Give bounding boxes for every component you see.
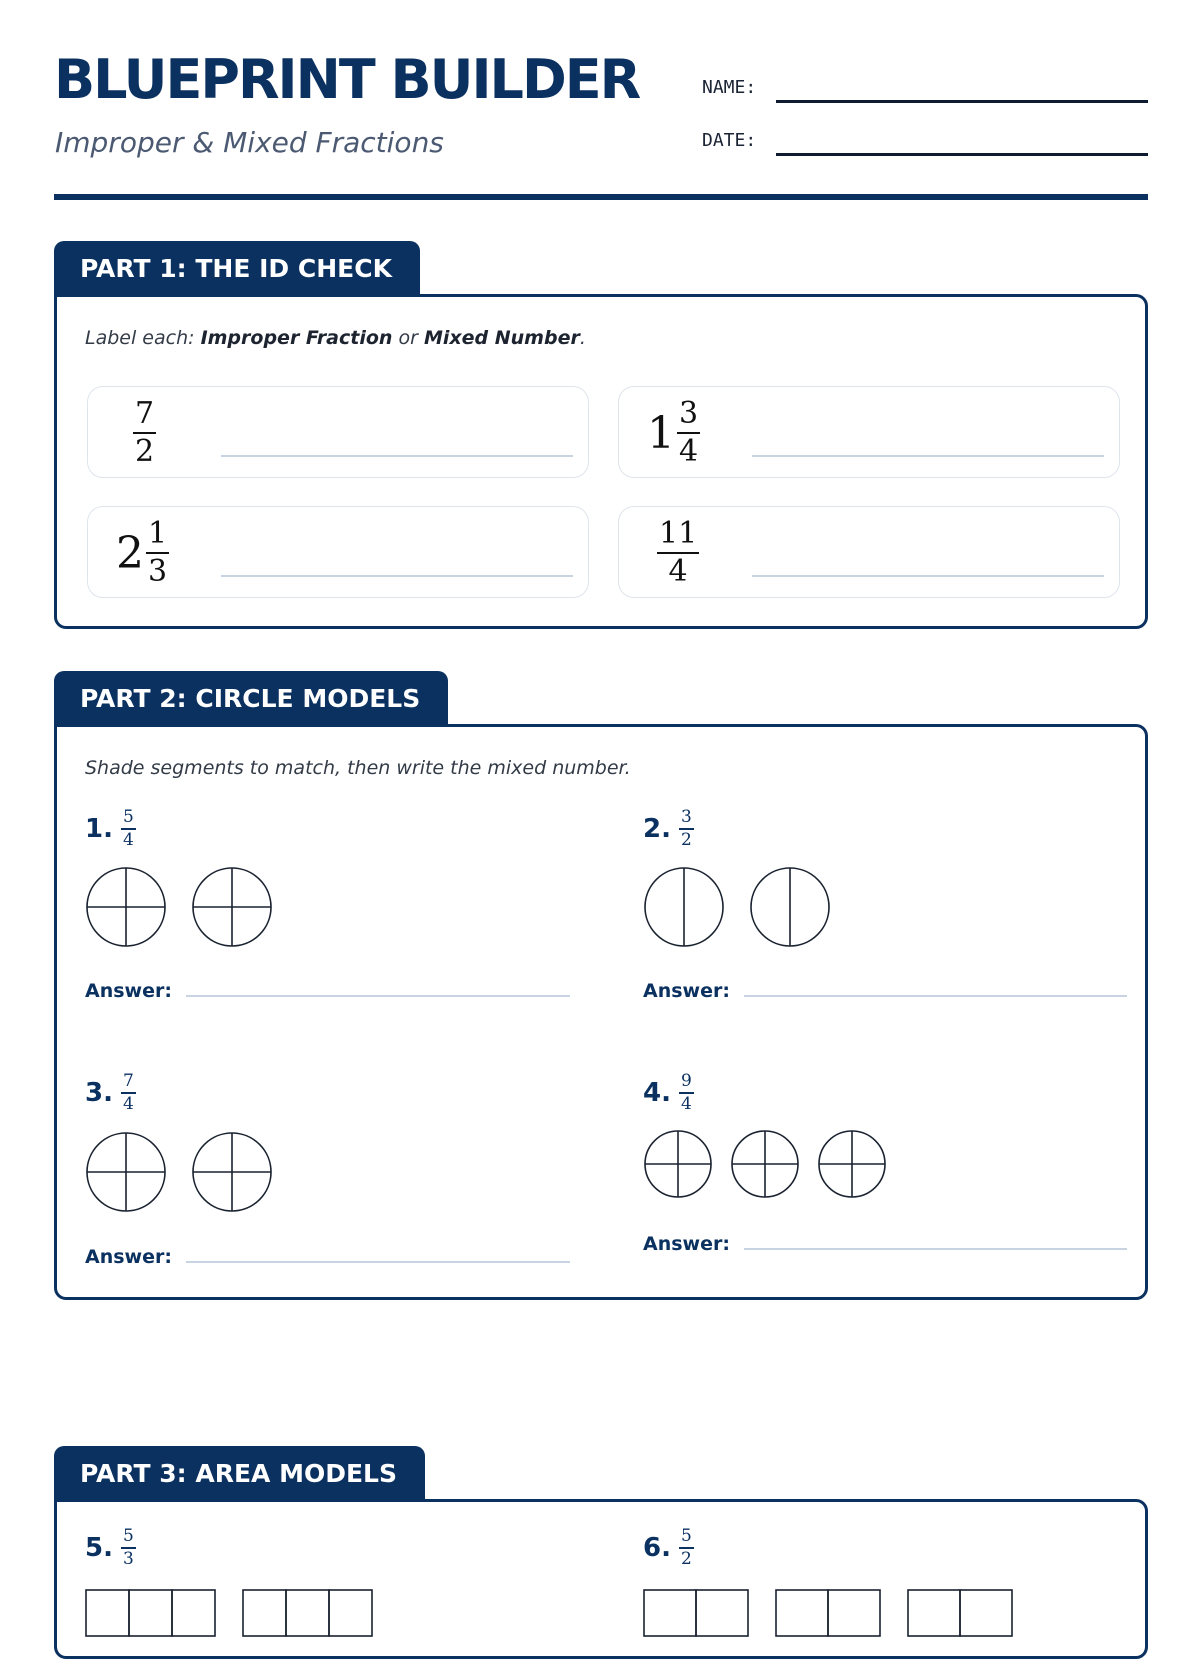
area-cell[interactable] — [129, 1590, 172, 1636]
problem-2-label: 2. $\frac{3}{2}$ — [643, 807, 692, 850]
area-cell[interactable] — [696, 1590, 748, 1636]
fraction-circle[interactable] — [645, 1131, 711, 1197]
area-models-6[interactable] — [643, 1589, 1063, 1649]
circle-models-2[interactable] — [643, 866, 943, 948]
problem-fraction: $\frac{5}{3}$ — [122, 1526, 134, 1569]
id-card-2 — [618, 386, 1120, 478]
fraction-circle[interactable] — [87, 1133, 165, 1211]
answer-line[interactable] — [186, 1261, 570, 1263]
fraction: $\frac{3}{4}$ — [679, 396, 699, 469]
fraction-circle[interactable] — [819, 1131, 885, 1197]
problem-3-label: 3. $\frac{7}{4}$ — [85, 1071, 134, 1114]
area-bar[interactable] — [243, 1590, 372, 1636]
fraction-circle[interactable] — [87, 868, 165, 946]
date-field[interactable] — [776, 153, 1148, 156]
area-cell[interactable] — [86, 1590, 129, 1636]
label-answer-line[interactable] — [752, 575, 1104, 577]
area-bar[interactable] — [908, 1590, 1012, 1636]
problem-1-label: 1. $\frac{5}{4}$ — [85, 807, 134, 850]
circle-models-4[interactable] — [643, 1129, 943, 1201]
answer-row-1 — [85, 980, 570, 1002]
name-field[interactable] — [776, 100, 1148, 103]
part2-instruction: Shade segments to match, then write the mixed number. — [85, 757, 631, 779]
answer-row-3 — [85, 1246, 570, 1268]
problem-fraction: $\frac{3}{2}$ — [680, 807, 692, 850]
fraction-circle[interactable] — [645, 868, 723, 946]
problem-4-label: 4. $\frac{9}{4}$ — [643, 1071, 692, 1114]
circle-models-3[interactable] — [85, 1131, 385, 1213]
fraction-circle[interactable] — [193, 868, 271, 946]
part2-panel — [54, 724, 1148, 1300]
problem-fraction: $\frac{5}{4}$ — [122, 807, 134, 850]
part2-heading: PART 2: CIRCLE MODELS — [54, 671, 448, 727]
problem-fraction: $\frac{7}{4}$ — [122, 1071, 134, 1114]
answer-label: Answer: — [85, 980, 172, 1002]
answer-line[interactable] — [744, 1248, 1127, 1250]
area-cell[interactable] — [329, 1590, 372, 1636]
id-card-1 — [87, 386, 589, 478]
problem-5-label: 5. $\frac{5}{3}$ — [85, 1526, 134, 1569]
part1-instruction: Label each: Improper Fraction or Mixed Number. — [85, 327, 586, 349]
area-cell[interactable] — [828, 1590, 880, 1636]
part3-heading: PART 3: AREA MODELS — [54, 1446, 425, 1502]
area-cell[interactable] — [644, 1590, 696, 1636]
answer-label: Answer: — [85, 1246, 172, 1268]
problem-fraction: $\frac{5}{2}$ — [680, 1526, 692, 1569]
answer-label: Answer: — [643, 1233, 730, 1255]
name-label: NAME: — [702, 77, 757, 98]
area-models-5[interactable] — [85, 1589, 485, 1649]
date-label: DATE: — [702, 130, 757, 151]
area-cell[interactable] — [908, 1590, 960, 1636]
label-answer-line[interactable] — [221, 455, 573, 457]
id-card-3 — [87, 506, 589, 598]
answer-row-4 — [643, 1233, 1127, 1255]
part1-heading: PART 1: THE ID CHECK — [54, 241, 420, 297]
area-bar[interactable] — [644, 1590, 748, 1636]
id-card-4 — [618, 506, 1120, 598]
fraction-circle[interactable] — [751, 868, 829, 946]
area-cell[interactable] — [243, 1590, 286, 1636]
area-cell[interactable] — [960, 1590, 1012, 1636]
area-bar[interactable] — [776, 1590, 880, 1636]
area-cell[interactable] — [286, 1590, 329, 1636]
fraction: $\frac{7}{2}$ — [135, 396, 155, 469]
fraction-expression — [657, 515, 699, 591]
fraction-circle[interactable] — [193, 1133, 271, 1211]
fraction-circle[interactable] — [732, 1131, 798, 1197]
area-cell[interactable] — [776, 1590, 828, 1636]
fraction-expression — [133, 395, 156, 471]
answer-row-2 — [643, 980, 1127, 1002]
problem-6-label: 6. $\frac{5}{2}$ — [643, 1526, 692, 1569]
header-divider — [54, 194, 1148, 200]
worksheet-title: BLUEPRINT BUILDER — [54, 48, 640, 111]
answer-label: Answer: — [643, 980, 730, 1002]
worksheet-subtitle: Improper & Mixed Fractions — [55, 126, 444, 159]
part3-panel — [54, 1499, 1148, 1659]
fraction-expression: 2 $\frac{1}{3}$ — [116, 516, 168, 589]
circle-models-1[interactable] — [85, 866, 385, 948]
fraction: $\frac{11}{4}$ — [659, 516, 698, 589]
answer-line[interactable] — [744, 995, 1127, 997]
answer-line[interactable] — [186, 995, 570, 997]
label-answer-line[interactable] — [752, 455, 1104, 457]
fraction-expression: 1 $\frac{3}{4}$ — [647, 396, 699, 469]
part1-panel — [54, 294, 1148, 629]
fraction: $\frac{1}{3}$ — [148, 516, 168, 589]
label-answer-line[interactable] — [221, 575, 573, 577]
area-cell[interactable] — [172, 1590, 215, 1636]
area-bar[interactable] — [86, 1590, 215, 1636]
problem-fraction: $\frac{9}{4}$ — [680, 1071, 692, 1114]
